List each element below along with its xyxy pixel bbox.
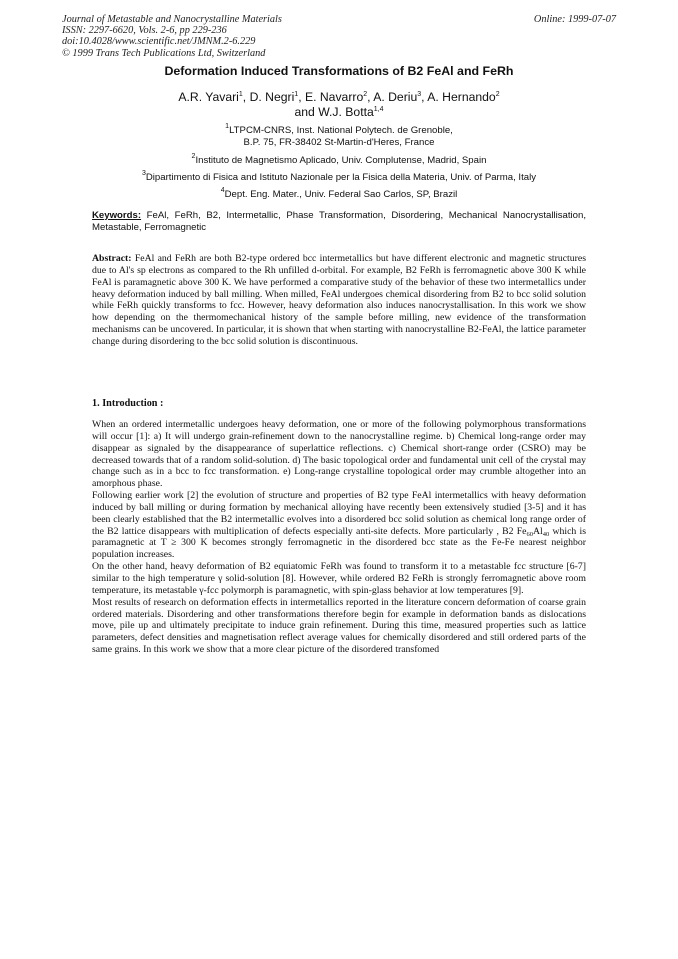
author: and W.J. Botta$^{1,4}$ xyxy=(294,105,384,119)
copyright-line: © 1999 Trans Tech Publications Ltd, Switzerland xyxy=(62,47,266,59)
author: D. Negri$^1$, xyxy=(249,90,305,104)
intro-paragraph: On the other hand, heavy deformation of B2 equiatomic FeRh was found to transform it to a metastable fcc structure [6-7] similar to the high temperature γ solid-solution [8]. However, while ordered B2 FeRh is strongly ferromagnetic above room temperature, its metastable γ-fcc polymorph is paramagnetic, with spin-glass behavior at low temperatures [9]. xyxy=(92,561,586,596)
journal-header xyxy=(62,14,282,59)
intro-paragraph: When an ordered intermetallic undergoes heavy deformation, one or more of the following polymorphous transformations will occur [1]: a) It will undergo grain-refinement down to the nanocrystalline regime. b) Chemical long-range order may disappear as signaled by the disappearance of superlattice reflections. c) Chemical short-range order (CSRO) may be decreased towards that of a random solid-solution. d) The basic topological order and fundamental unit cell of the crystal may change such as in a bcc to fcc transformation. e) Long-range crystalline topological order may crumble altogether into an amorphous phase. xyxy=(92,419,586,490)
author: A. Deriu$^3$, xyxy=(373,90,428,104)
affiliation-1: $^1$LTPCM-CNRS, Inst. National Polytech. de Grenoble, B.P. 75, FR-38402 St-Martin-d'Heres, France xyxy=(225,123,453,149)
abstract-label: Abstract: xyxy=(92,253,132,264)
introduction-body xyxy=(92,419,586,656)
online-date: Online: 1999-07-07 xyxy=(533,14,616,25)
affiliation-4: $^4$Dept. Eng. Mater., Univ. Federal Sao Carlos, SP, Brazil xyxy=(220,187,458,200)
doi-line: doi:10.4028/www.scientific.net/JMNM.2-6.229 xyxy=(62,36,256,48)
author: E. Navarro$^2$, xyxy=(304,90,374,104)
intro-paragraph: Most results of research on deformation effects in intermetallics reported in the literature concern deformation of coarse grain ordered materials. Disordering and other transformations therefore begin for example in deformation bands as dislocations move, pile up and ultimately precipitate to induce grain refinement. During this time, measured properties such as lattice parameters, defect densities and magnetisation reflect average values for chemically disordered and still ordered parts of the same grains. In this work we show that a more clear picture of the disordered transfomed xyxy=(92,596,586,656)
journal-name: Journal of Metastable and Nanocrystalline Materials xyxy=(62,14,282,25)
keywords xyxy=(92,210,586,235)
paper-title: Deformation Induced Transformations of B2 FeAl and FeRh xyxy=(164,64,514,78)
section-heading: 1. Introduction : xyxy=(92,398,164,409)
intro-paragraph: Following earlier work [2] the evolution of structure and properties of B2 type FeAl intermetallics with heavy deformation induced by ball milling or during formation by mechanical alloying have recently been extensively studied [3-5] and it has been clearly established that the B2 intermetallic evolves into a disordered bcc solid solution as chemical long range order of the B2 lattice disappears with multiplication of defects especially anti-site defects. More particularly , B2 $Fe_{60}Al_{40}$ which is paramagnetic at T ≥ 300 K becomes strongly ferromagnetic in the disordered bcc state as the Fe-Fe nearest neighbor population increases. xyxy=(92,490,586,561)
affiliation-2: $^2$Instituto de Magnetismo Aplicado, Univ. Complutense, Madrid, Spain xyxy=(191,153,487,166)
abstract-text: FeAl and FeRh are both B2-type ordered bcc intermetallics but have different electronic and magnetic structures due to Al's sp electrons as compared to the Rh unfilled d-orbital. For example, B2 FeRh is ferromagnetic above 300 K while FeAl is paramagnetic above 300 K. We have performed a comparative study of the behavior of these two intermetallics under heavy deformation induced by ball milling. When milled, FeAl undergoes chemical disordering from B2 to bcc solid solution while FeRh quickly transforms to fcc. However, heavy deformation also induces nanocrystallisation. In this work we show how depending on the thermomechanical history of the sample before milling, new evidence of the transformation mechanisms can be uncovered. In particular, it is shown that when starting with nanocrystalline B2-FeAl, the lattice parameter change during disordering to the bcc solid solution is discontinuous. xyxy=(92,253,587,347)
abstract xyxy=(92,253,586,348)
issn-line: ISSN: 2297-6620, Vols. 2-6, pp 229-236 xyxy=(62,25,227,37)
keywords-label: Keywords: xyxy=(92,210,142,221)
author-list xyxy=(90,90,588,120)
author: A.R. Yavari$^1$, xyxy=(178,90,250,104)
keywords-text: FeAl, FeRh, B2, Intermetallic, Phase Transformation, Disordering, Mechanical Nanocrystallisation, Metastable, Ferromagnetic xyxy=(92,210,587,234)
affiliation-3: $^3$Dipartimento di Fisica and Istituto Nazionale per la Fisica della Materia, Univ. of Parma, Italy xyxy=(141,170,537,183)
author: A. Hernando$^2$ xyxy=(427,90,500,104)
